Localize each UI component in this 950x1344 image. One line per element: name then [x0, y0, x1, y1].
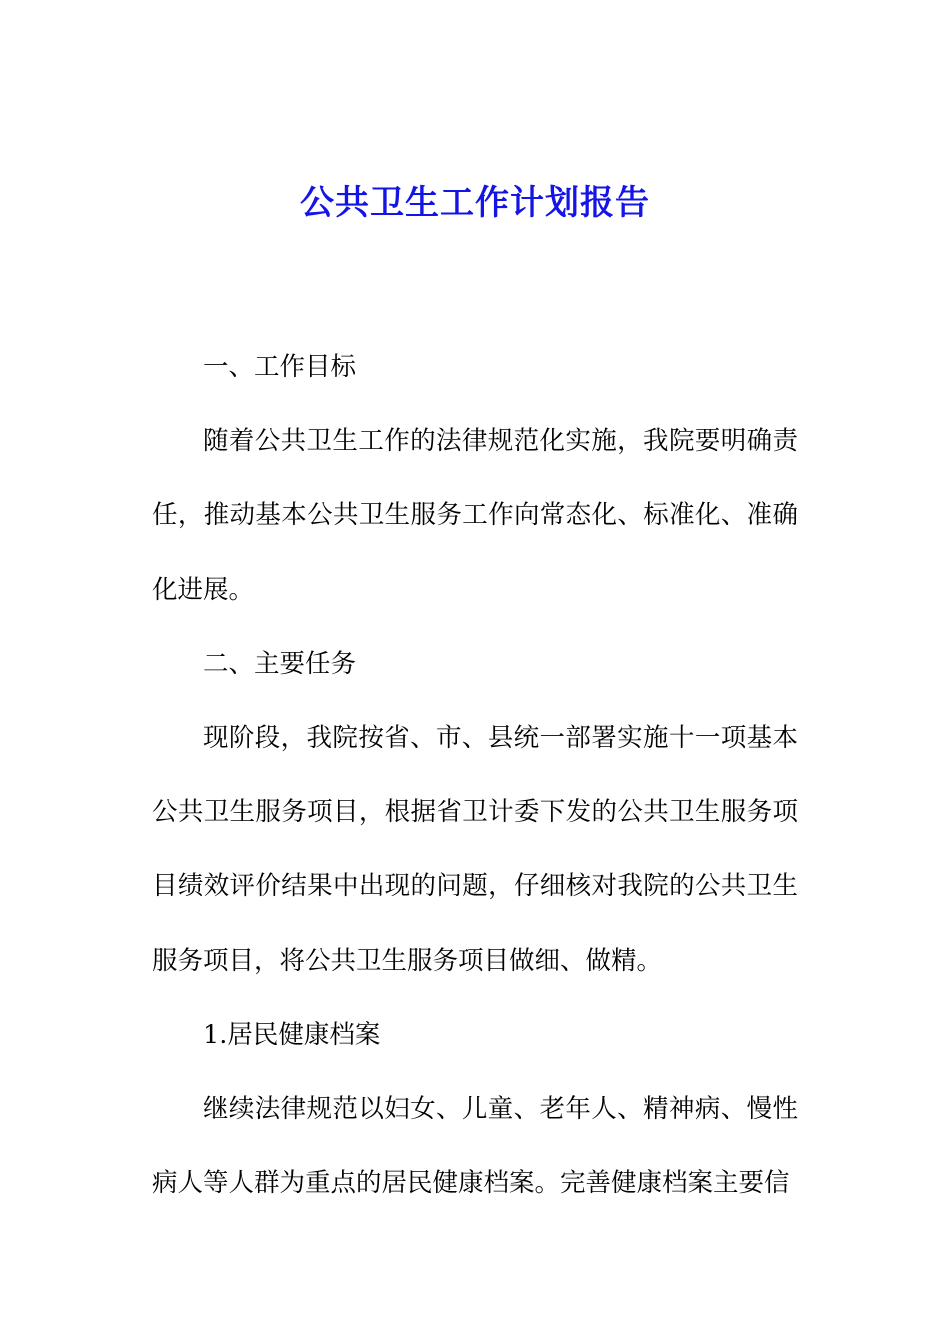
document-title: 公共卫生工作计划报告 — [300, 183, 650, 223]
paragraph-health-records: 继续法律规范以妇女、儿童、老年人、精神病、慢性病人等人群为重点的居民健康档案。完善健康档案主要信 — [152, 1094, 798, 1199]
paragraph-goals: 随着公共卫生工作的法律规范化实施，我院要明确责任，推动基本公共卫生服务工作向常态化、标准化、准确化进展。 — [152, 426, 798, 605]
paragraph-tasks: 现阶段，我院按省、市、县统一部署实施十一项基本公共卫生服务项目，根据省卫计委下发的公共卫生服务项目绩效评价结果中出现的问题，仔细核对我院的公共卫生服务项目，将公共卫生服务项目做细、做精。 — [152, 723, 798, 976]
subsection-heading-health-records: 1.居民健康档案 — [203, 1019, 381, 1050]
document-body — [152, 330, 798, 1220]
section-heading-tasks: 二、主要任务 — [203, 648, 357, 679]
section-heading-goals: 一、工作目标 — [203, 352, 357, 382]
